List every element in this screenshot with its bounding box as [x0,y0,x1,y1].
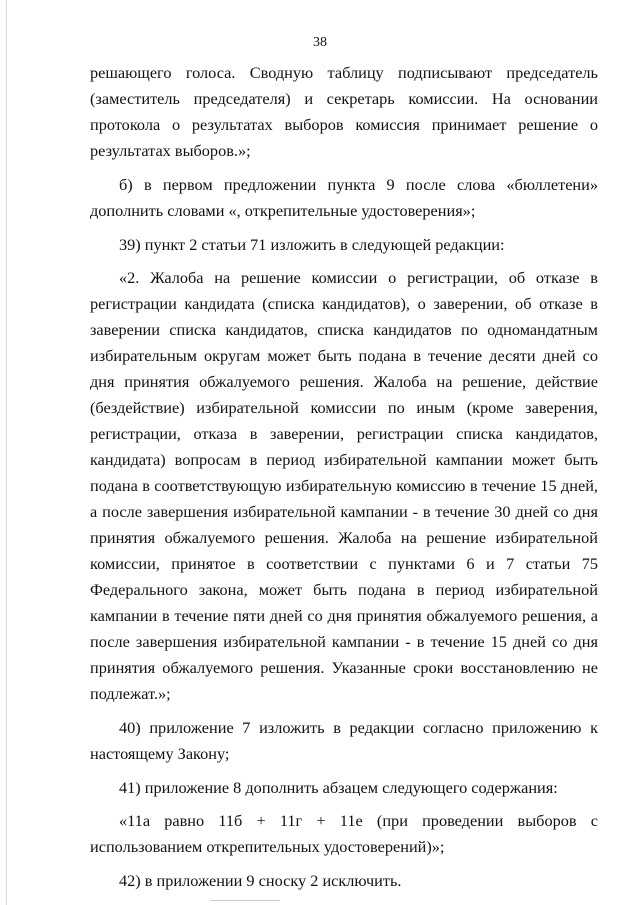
paragraph-quote-article-71: «2. Жалоба на решение комиссии о регистрации, об отказе в регистрации кандидата (списка кандидатов), о заверении, об отказе в заверении списка кандидатов, списка кандидатов по одномандатным избирательным округам может быть подана в течение десяти дней со дня принятия обжалуемого решения. Жалоба на решение, действие (бездействие) избирательной комиссии по иным (кроме заверения, регистрации, отказа в заверении, регистрации списка кандидатов, кандидата) вопросам в период избирательной кампании может быть подана в соответствующую избирательную комиссию в течение 15 дней, а после завершения избирательной кампании - в течение 30 дней со дня принятия обжалуемого решения. Жалоба на решение избирательной комиссии, принятое в соответствии с пунктами 6 и 7 статьи 75 Федерального закона, может быть подана в период избирательной кампании в течение пяти дней со дня принятия обжалуемого решения, а после завершения избирательной кампании - в течение 15 дней со дня принятия обжалуемого решения. Указанные сроки восстановлению не подлежат.»; [90,268,598,703]
paragraph-continuation: решающего голоса. Сводную таблицу подписывают председатель (заместитель председателя) и секретарь комиссии. На основании протокола о результатах выборов комиссия принимает решение о результатах выборов.»; [90,63,598,160]
page-number: 38 [313,35,327,50]
paragraph-item-39: 39) пункт 2 статьи 71 изложить в следующей редакции: [119,235,505,254]
scan-edge-left [6,0,7,905]
paragraph-item-40: 40) приложение 7 изложить в редакции согласно приложению к настоящему Закону; [90,718,598,763]
paragraph-item-b: б) в первом предложении пункта 9 после слова «бюллетени» дополнить словами «, открепительные удостоверения»; [90,175,598,220]
paragraph-item-42: 42) в приложении 9 сноску 2 исключить. [119,871,402,890]
paragraph-item-41: 41) приложение 8 дополнить абзацем следующего содержания: [119,778,558,797]
paragraph-formula: «11а равно 11б + 11г + 11е (при проведении выборов с использованием открепительных удостоверений)»; [90,811,598,856]
document-body [90,60,598,894]
scan-edge-bottom [210,900,280,901]
